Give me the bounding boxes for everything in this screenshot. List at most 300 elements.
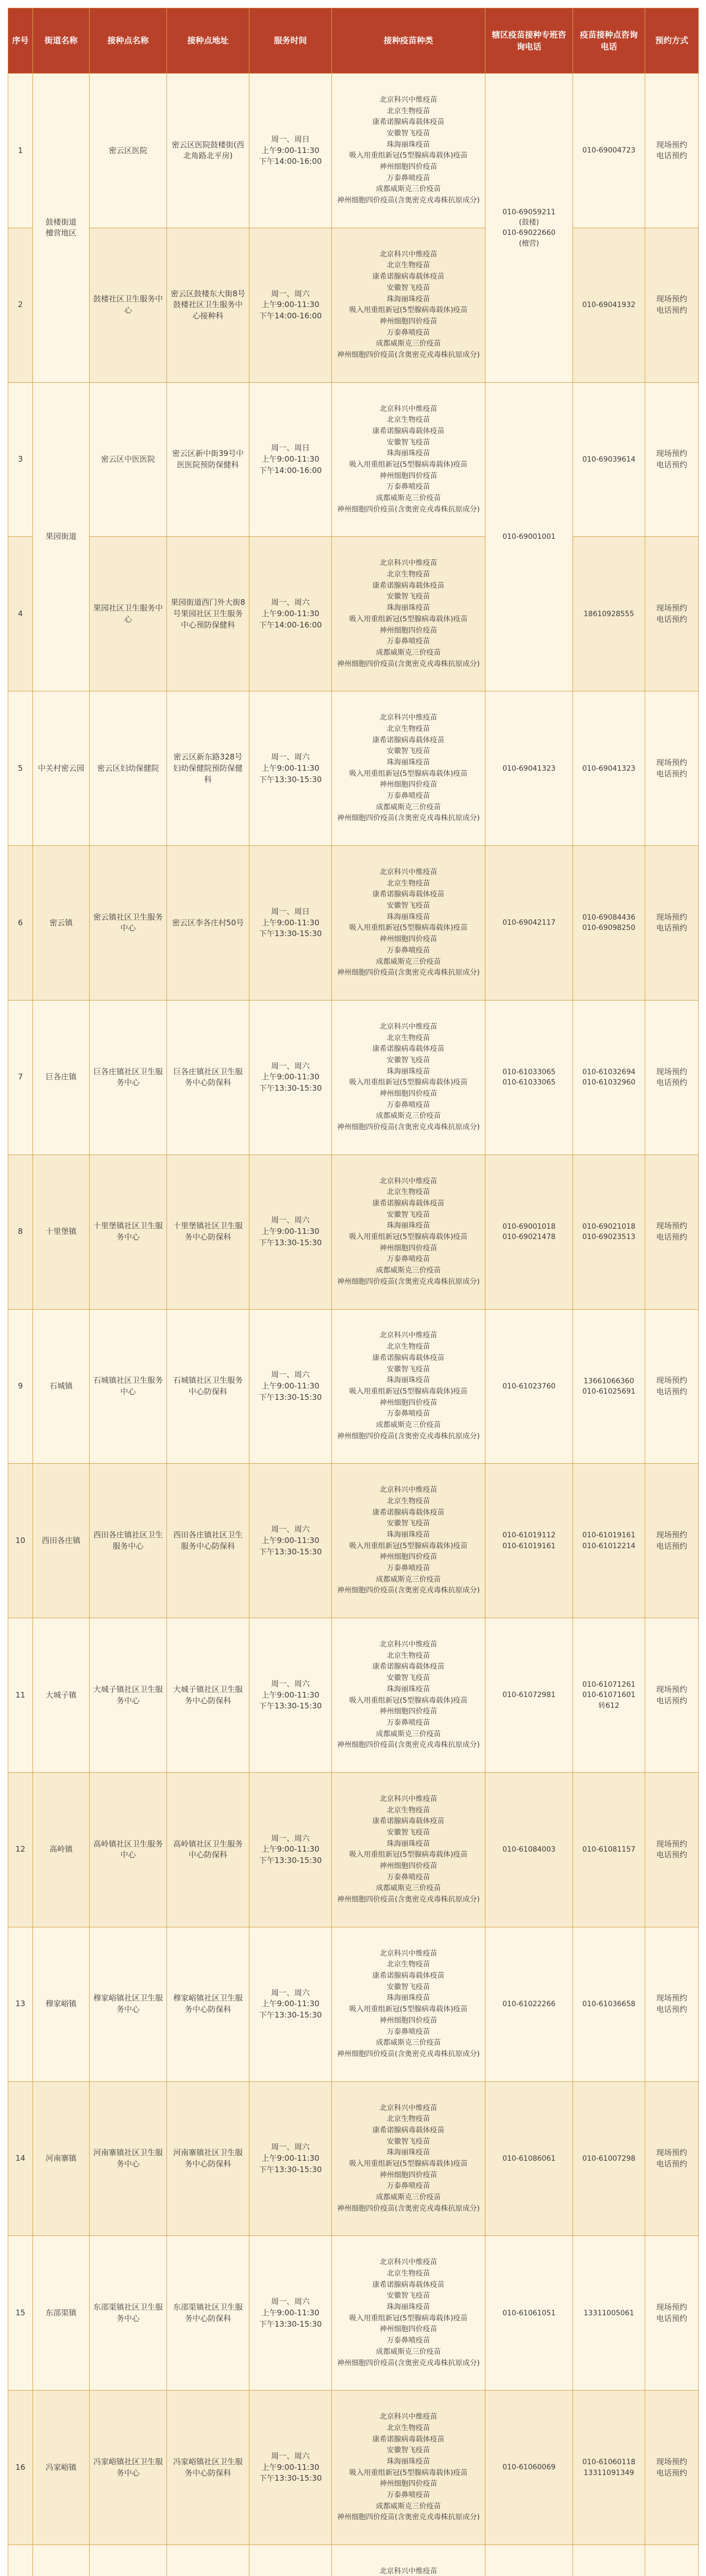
cell-site-name: 密云区妇幼保健院	[90, 691, 167, 846]
cell-center-phone	[485, 1464, 573, 1618]
cell-line: 010-61019161	[502, 1541, 556, 1550]
cell-booking	[645, 2545, 699, 2576]
cell-line: 周一、周日	[271, 134, 310, 144]
cell-line: 周一、周六	[271, 598, 310, 607]
cell-line: 上午9:00-11:30	[261, 1535, 320, 1545]
cell-booking	[645, 228, 699, 382]
cell-line: 神州细胞四价疫苗	[379, 317, 438, 326]
cell-seq: 7	[8, 1000, 33, 1155]
cell-site-phone: 010-69041932	[573, 228, 645, 382]
table-row	[8, 846, 699, 1001]
cell-line: 电话预约	[656, 2313, 687, 2323]
cell-line: 下午13:30-15:30	[259, 2473, 322, 2483]
cell-line: 电话预约	[656, 1696, 687, 1705]
cell-line: 安徽智飞疫苗	[386, 1519, 430, 1528]
cell-line: 安徽智飞疫苗	[386, 747, 430, 756]
cell-line: 吸入用重组新冠(5型腺病毒载体)疫苗	[349, 306, 468, 315]
cell-line: 北京生物疫苗	[386, 1188, 430, 1197]
cell-line: 康希诺腺病毒载体疫苗	[372, 1353, 445, 1362]
cell-line: 成都威斯克三价疫苗	[376, 494, 441, 503]
cell-line: 珠海丽珠疫苗	[386, 2457, 430, 2466]
cell-line: 上午9:00-11:30	[261, 1999, 320, 2009]
cell-line: 康希诺腺病毒载体疫苗	[372, 1817, 445, 1826]
cell-line: 周一、周六	[271, 1215, 310, 1225]
cell-center-phone	[485, 74, 573, 383]
cell-line: 成都威斯克三价疫苗	[376, 957, 441, 966]
cell-line: 康希诺腺病毒载体疫苗	[372, 1199, 445, 1208]
cell-line: 神州细胞四价疫苗(含奥密克戎毒株抗原成分)	[337, 814, 480, 823]
cell-site-name: 密云镇社区卫生服务中心	[90, 846, 167, 1001]
cell-line: 吸入用重组新冠(5型腺病毒载体)疫苗	[349, 1233, 468, 1242]
cell-street	[33, 2545, 90, 2576]
cell-line: 吸入用重组新冠(5型腺病毒载体)疫苗	[349, 2005, 468, 2014]
cell-street: 十里堡镇	[33, 1155, 90, 1309]
cell-street	[33, 74, 90, 383]
cell-vaccines	[332, 2545, 485, 2576]
cell-line: 神州细胞四价疫苗(含奥密克戎毒株抗原成分)	[337, 659, 480, 668]
cell-line: 010-61071261	[582, 1681, 636, 1689]
cell-seq: 15	[8, 2236, 33, 2391]
cell-line: 电话预约	[656, 614, 687, 624]
cell-seq: 6	[8, 846, 33, 1001]
cell-booking	[645, 1618, 699, 1773]
cell-seq: 13	[8, 1927, 33, 2081]
header-vaccines: 接种疫苗种类	[332, 8, 485, 74]
cell-site-name: 巨各庄镇社区卫生服务中心	[90, 1000, 167, 1155]
cell-vaccines	[332, 228, 485, 382]
table-row	[8, 1927, 699, 2081]
cell-line: 珠海丽珠疫苗	[386, 2148, 430, 2157]
cell-booking	[645, 1309, 699, 1464]
cell-line: 现场预约	[656, 757, 687, 767]
cell-line: 安徽智飞疫苗	[386, 2446, 430, 2455]
cell-line: 下午14:00-16:00	[259, 311, 322, 321]
cell-line: 安徽智飞疫苗	[386, 902, 430, 910]
cell-line: 万泰鼻喷疫苗	[386, 946, 430, 955]
cell-line: 周一、周六	[271, 1370, 310, 1380]
cell-line: 上午9:00-11:30	[261, 300, 320, 310]
cell-line: 下午13:30-15:30	[259, 1083, 322, 1093]
cell-seq: 10	[8, 1464, 33, 1618]
cell-line: 电话预约	[656, 1386, 687, 1396]
cell-line: 万泰鼻喷疫苗	[386, 1255, 430, 1264]
cell-line: 现场预约	[656, 2148, 687, 2158]
cell-site-phone: 010-69041323	[573, 691, 645, 846]
cell-line: 周一、周日	[271, 906, 310, 916]
table-row	[8, 382, 699, 537]
header-seq: 序号	[8, 8, 33, 74]
cell-line: 北京生物疫苗	[386, 879, 430, 888]
cell-line: 神州细胞四价疫苗(含奥密克戎毒株抗原成分)	[337, 1277, 480, 1286]
cell-line: 神州细胞四价疫苗(含奥密克戎毒株抗原成分)	[337, 2049, 480, 2058]
cell-site-name: 河南寨镇社区卫生服务中心	[90, 2081, 167, 2236]
cell-line: 安徽智飞疫苗	[386, 2292, 430, 2300]
cell-line: 神州细胞四价疫苗	[379, 2325, 438, 2334]
cell-seq: 4	[8, 537, 33, 691]
cell-line: 万泰鼻喷疫苗	[386, 2336, 430, 2345]
table-row	[8, 1464, 699, 1618]
cell-line: 010-69022660	[502, 229, 556, 238]
cell-hours	[249, 691, 332, 846]
cell-line: 万泰鼻喷疫苗	[386, 1873, 430, 1882]
table-row	[8, 1309, 699, 1464]
cell-seq: 9	[8, 1309, 33, 1464]
cell-line: 北京科兴中维疫苗	[379, 95, 438, 104]
cell-line: 成都威斯克三价疫苗	[376, 1884, 441, 1893]
cell-street: 西田各庄镇	[33, 1464, 90, 1618]
cell-line: 安徽智飞疫苗	[386, 1056, 430, 1064]
cell-line: 吸入用重组新冠(5型腺病毒载体)疫苗	[349, 151, 468, 160]
cell-line: 安徽智飞疫苗	[386, 129, 430, 138]
cell-seq: 12	[8, 1772, 33, 1927]
cell-line: 珠海丽珠疫苗	[386, 1685, 430, 1693]
cell-line: 010-69001018	[502, 1222, 556, 1231]
cell-line: 万泰鼻喷疫苗	[386, 1718, 430, 1727]
cell-address: 石城镇社区卫生服务中心防保科	[167, 1309, 249, 1464]
cell-line: 下午13:30-15:30	[259, 2164, 322, 2174]
cell-line: 上午9:00-11:30	[261, 454, 320, 464]
cell-line: 现场预约	[656, 1684, 687, 1694]
cell-address: 西田各庄镇社区卫生服务中心防保科	[167, 1464, 249, 1618]
cell-line: 康希诺腺病毒载体疫苗	[372, 1663, 445, 1671]
cell-address: 巨各庄镇社区卫生服务中心防保科	[167, 1000, 249, 1155]
cell-line: 北京生物疫苗	[386, 1343, 430, 1351]
cell-line: 安徽智飞疫苗	[386, 438, 430, 447]
table-row	[8, 537, 699, 691]
header-site-name: 接种点名称	[90, 8, 167, 74]
cell-line: (檀营)	[519, 239, 539, 248]
cell-site-phone: 010-69004723	[573, 74, 645, 228]
cell-center-phone: 010-69042117	[485, 846, 573, 1001]
cell-line: 现场预约	[656, 1993, 687, 2003]
cell-address: 冯家峪镇社区卫生服务中心防保科	[167, 2391, 249, 2545]
cell-line: 电话预约	[656, 460, 687, 470]
cell-line: 北京生物疫苗	[386, 261, 430, 270]
cell-line: (鼓楼)	[519, 218, 539, 227]
cell-site-name: 西田各庄镇社区卫生服务中心	[90, 1464, 167, 1618]
cell-booking	[645, 691, 699, 846]
cell-seq: 2	[8, 228, 33, 382]
cell-center-phone	[485, 1155, 573, 1309]
cell-line: 珠海丽珠疫苗	[386, 758, 430, 767]
cell-line: 神州细胞四价疫苗	[379, 1244, 438, 1252]
cell-line: 周一、周日	[271, 443, 310, 453]
cell-hours	[249, 2391, 332, 2545]
cell-street: 果园街道	[33, 382, 90, 691]
cell-line: 北京科兴中维疫苗	[379, 1794, 438, 1803]
cell-line: 神州细胞四价疫苗	[379, 781, 438, 789]
cell-line: 北京科兴中维疫苗	[379, 1331, 438, 1340]
cell-line: 珠海丽珠疫苗	[386, 449, 430, 458]
cell-booking	[645, 846, 699, 1001]
cell-line: 神州细胞四价疫苗	[379, 1089, 438, 1098]
cell-hours	[249, 1000, 332, 1155]
cell-site-phone: 010-61007298	[573, 2081, 645, 2236]
cell-line: 下午13:30-15:30	[259, 2010, 322, 2020]
cell-line: 珠海丽珠疫苗	[386, 140, 430, 149]
cell-line: 吸入用重组新冠(5型腺病毒载体)疫苗	[349, 2314, 468, 2323]
cell-hours	[249, 74, 332, 228]
cell-vaccines	[332, 846, 485, 1001]
cell-site-phone	[573, 2391, 645, 2545]
cell-line: 周一、周六	[271, 1679, 310, 1688]
cell-site-phone	[573, 1155, 645, 1309]
cell-seq: 8	[8, 1155, 33, 1309]
cell-line: 北京科兴中维疫苗	[379, 1177, 438, 1185]
cell-line: 周一、周六	[271, 2451, 310, 2461]
cell-line: 吸入用重组新冠(5型腺病毒载体)疫苗	[349, 1387, 468, 1396]
cell-line: 下午13:30-15:30	[259, 1547, 322, 1556]
cell-site-phone: 010-61036658	[573, 1927, 645, 2081]
cell-line: 电话预约	[656, 1541, 687, 1551]
cell-line: 北京生物疫苗	[386, 1960, 430, 1969]
table-body	[8, 74, 699, 2576]
cell-line: 下午14:00-16:00	[259, 620, 322, 630]
cell-booking	[645, 1464, 699, 1618]
cell-line: 康希诺腺病毒载体疫苗	[372, 1045, 445, 1054]
cell-seq: 1	[8, 74, 33, 228]
cell-site-phone: 18610928555	[573, 537, 645, 691]
cell-line: 神州细胞四价疫苗(含奥密克戎毒株抗原成分)	[337, 350, 480, 359]
cell-line: 神州细胞四价疫苗(含奥密克戎毒株抗原成分)	[337, 1895, 480, 1904]
cell-vaccines	[332, 74, 485, 228]
cell-line: 安徽智飞疫苗	[386, 1674, 430, 1683]
cell-booking	[645, 1155, 699, 1309]
schedule-page	[8, 8, 698, 2576]
cell-site-phone	[573, 2545, 645, 2576]
cell-line: 周一、周六	[271, 2297, 310, 2307]
cell-center-phone: 010-61022266	[485, 1927, 573, 2081]
cell-center-phone: 010-69041323	[485, 691, 573, 846]
cell-seq	[8, 2545, 33, 2576]
cell-vaccines	[332, 2081, 485, 2236]
cell-line: 周一、周六	[271, 2142, 310, 2152]
cell-line: 成都威斯克三价疫苗	[376, 1575, 441, 1584]
cell-line: 010-69023513	[582, 1233, 636, 1242]
header-address: 接种点地址	[167, 8, 249, 74]
cell-line: 神州细胞四价疫苗(含奥密克戎毒株抗原成分)	[337, 2359, 480, 2367]
cell-line: 电话预约	[656, 2159, 687, 2168]
cell-line: 下午13:30-15:30	[259, 2319, 322, 2329]
cell-center-phone	[485, 2545, 573, 2576]
cell-line: 现场预约	[656, 2456, 687, 2466]
cell-line: 下午13:30-15:30	[259, 929, 322, 939]
cell-hours	[249, 537, 332, 691]
cell-line: 珠海丽珠疫苗	[386, 295, 430, 303]
cell-site-phone	[573, 846, 645, 1001]
cell-line: 010-69021018	[582, 1222, 636, 1231]
cell-line: 上午9:00-11:30	[261, 763, 320, 773]
cell-line: 珠海丽珠疫苗	[386, 1531, 430, 1539]
cell-hours	[249, 1155, 332, 1309]
cell-line: 珠海丽珠疫苗	[386, 1222, 430, 1230]
cell-street: 河南寨镇	[33, 2081, 90, 2236]
cell-line: 北京生物疫苗	[386, 1651, 430, 1660]
cell-line: 北京科兴中维疫苗	[379, 714, 438, 722]
cell-line: 安徽智飞疫苗	[386, 1365, 430, 1374]
cell-line: 万泰鼻喷疫苗	[386, 637, 430, 646]
cell-line: 北京生物疫苗	[386, 1806, 430, 1815]
cell-site-phone: 010-69039614	[573, 382, 645, 537]
cell-hours	[249, 1618, 332, 1773]
cell-vaccines	[332, 382, 485, 537]
cell-line: 电话预约	[656, 151, 687, 161]
cell-line: 神州细胞四价疫苗	[379, 1553, 438, 1562]
cell-street: 密云镇	[33, 846, 90, 1001]
cell-line: 上午9:00-11:30	[261, 1381, 320, 1391]
cell-line: 010-69021478	[502, 1233, 556, 1242]
cell-site-phone: 13311005061	[573, 2236, 645, 2391]
cell-seq: 3	[8, 382, 33, 537]
cell-site-name: 东邵渠镇社区卫生服务中心	[90, 2236, 167, 2391]
cell-line: 北京科兴中维疫苗	[379, 2413, 438, 2421]
cell-site-name: 十里堡镇社区卫生服务中心	[90, 1155, 167, 1309]
cell-line: 安徽智飞疫苗	[386, 2137, 430, 2146]
cell-line: 神州细胞四价疫苗(含奥密克戎毒株抗原成分)	[337, 2513, 480, 2522]
cell-hours	[249, 2081, 332, 2236]
cell-center-phone: 010-61023760	[485, 1309, 573, 1464]
cell-line: 成都威斯克三价疫苗	[376, 2502, 441, 2511]
cell-address: 高岭镇社区卫生服务中心防保科	[167, 1772, 249, 1927]
cell-site-phone: 010-61081157	[573, 1772, 645, 1927]
cell-line: 现场预约	[656, 1376, 687, 1385]
cell-line: 010-61032960	[582, 1078, 636, 1087]
cell-center-phone: 010-61072981	[485, 1618, 573, 1773]
cell-line: 下午13:30-15:30	[259, 774, 322, 784]
cell-line: 吸入用重组新冠(5型腺病毒载体)疫苗	[349, 461, 468, 469]
cell-center-phone: 010-61086061	[485, 2081, 573, 2236]
table-row	[8, 2236, 699, 2391]
cell-line: 下午13:30-15:30	[259, 1856, 322, 1866]
cell-line: 成都威斯克三价疫苗	[376, 803, 441, 811]
cell-address: 密云区新东路328号妇幼保健院预防保健科	[167, 691, 249, 846]
cell-line: 吸入用重组新冠(5型腺病毒载体)疫苗	[349, 2159, 468, 2168]
cell-line: 现场预约	[656, 1066, 687, 1076]
cell-line: 万泰鼻喷疫苗	[386, 2027, 430, 2036]
cell-booking	[645, 537, 699, 691]
cell-line: 010-69084436	[582, 913, 636, 922]
cell-line: 北京生物疫苗	[386, 2269, 430, 2278]
cell-street: 冯家峪镇	[33, 2391, 90, 2545]
header-street: 街道名称	[33, 8, 90, 74]
cell-line: 康希诺腺病毒载体疫苗	[372, 427, 445, 435]
vaccination-schedule-table	[8, 8, 699, 2576]
cell-line: 010-61019112	[502, 1531, 556, 1540]
cell-line: 上午9:00-11:30	[261, 608, 320, 618]
cell-line: 010-61033065	[502, 1067, 556, 1076]
cell-line: 神州细胞四价疫苗	[379, 163, 438, 172]
cell-line: 现场预约	[656, 140, 687, 149]
cell-line: 010-61025691	[582, 1387, 636, 1396]
cell-line: 现场预约	[656, 1839, 687, 1849]
cell-center-phone: 010-69001001	[485, 382, 573, 691]
cell-line: 北京科兴中维疫苗	[379, 2104, 438, 2112]
cell-line: 安徽智飞疫苗	[386, 1210, 430, 1219]
cell-street: 穆家峪镇	[33, 1927, 90, 2081]
table-row	[8, 1618, 699, 1773]
cell-line: 康希诺腺病毒载体疫苗	[372, 1508, 445, 1517]
cell-line: 周一、周六	[271, 752, 310, 762]
cell-seq: 11	[8, 1618, 33, 1773]
cell-booking	[645, 1000, 699, 1155]
cell-line: 电话预约	[656, 769, 687, 778]
cell-address: 穆家峪镇社区卫生服务中心防保科	[167, 1927, 249, 2081]
cell-seq: 16	[8, 2391, 33, 2545]
cell-line: 北京科兴中维疫苗	[379, 2567, 438, 2575]
cell-line: 珠海丽珠疫苗	[386, 912, 430, 921]
cell-site-phone	[573, 1309, 645, 1464]
cell-hours	[249, 846, 332, 1001]
cell-street: 石城镇	[33, 1309, 90, 1464]
cell-address: 河南寨镇社区卫生服务中心防保科	[167, 2081, 249, 2236]
cell-line: 吸入用重组新冠(5型腺病毒载体)疫苗	[349, 615, 468, 623]
cell-line: 现场预约	[656, 912, 687, 922]
cell-address: 大城子镇社区卫生服务中心防保科	[167, 1618, 249, 1773]
cell-line: 康希诺腺病毒载体疫苗	[372, 2280, 445, 2289]
cell-vaccines	[332, 1927, 485, 2081]
cell-line: 吸入用重组新冠(5型腺病毒载体)疫苗	[349, 769, 468, 778]
cell-line: 周一、周六	[271, 1061, 310, 1071]
cell-address	[167, 2545, 249, 2576]
cell-center-phone: 010-61061051	[485, 2236, 573, 2391]
cell-line: 北京生物疫苗	[386, 1033, 430, 1042]
cell-site-phone	[573, 1464, 645, 1618]
cell-line: 北京生物疫苗	[386, 570, 430, 579]
cell-line: 010-61071601	[582, 1691, 636, 1700]
cell-line: 周一、周六	[271, 1833, 310, 1843]
cell-address: 果园街道西门外大街8号果园社区卫生服务中心预防保健科	[167, 537, 249, 691]
header-site-phone: 疫苗接种点咨询电话	[573, 8, 645, 74]
table-row	[8, 1000, 699, 1155]
cell-line: 安徽智飞疫苗	[386, 283, 430, 292]
cell-line: 周一、周六	[271, 1524, 310, 1534]
cell-line: 安徽智飞疫苗	[386, 1982, 430, 1991]
cell-seq: 14	[8, 2081, 33, 2236]
cell-line: 北京科兴中维疫苗	[379, 1640, 438, 1649]
cell-site-name: 鼓楼社区卫生服务中心	[90, 228, 167, 382]
cell-line: 神州细胞四价疫苗	[379, 2016, 438, 2025]
cell-site-phone	[573, 1000, 645, 1155]
cell-line: 神州细胞四价疫苗	[379, 2171, 438, 2179]
cell-hours	[249, 1772, 332, 1927]
cell-line: 现场预约	[656, 449, 687, 459]
cell-line: 成都威斯克三价疫苗	[376, 2193, 441, 2202]
cell-address: 密云区李各庄村50号	[167, 846, 249, 1001]
cell-hours	[249, 382, 332, 537]
cell-site-name: 高岭镇社区卫生服务中心	[90, 1772, 167, 1927]
cell-line: 神州细胞四价疫苗	[379, 626, 438, 635]
cell-hours	[249, 2545, 332, 2576]
cell-site-name: 冯家峪镇社区卫生服务中心	[90, 2391, 167, 2545]
cell-line: 上午9:00-11:30	[261, 1690, 320, 1700]
cell-line: 万泰鼻喷疫苗	[386, 2490, 430, 2499]
cell-line: 安徽智飞疫苗	[386, 1828, 430, 1837]
cell-line: 电话预约	[656, 1078, 687, 1088]
cell-vaccines	[332, 1000, 485, 1155]
cell-line: 010-69098250	[582, 924, 636, 933]
cell-line: 神州细胞四价疫苗(含奥密克戎毒株抗原成分)	[337, 1123, 480, 1132]
cell-booking	[645, 1927, 699, 2081]
cell-line: 康希诺腺病毒载体疫苗	[372, 890, 445, 899]
cell-line: 成都威斯克三价疫苗	[376, 2039, 441, 2047]
cell-line: 北京生物疫苗	[386, 107, 430, 115]
cell-line: 上午9:00-11:30	[261, 1072, 320, 1082]
cell-line: 神州细胞四价疫苗	[379, 1707, 438, 1716]
cell-center-phone: 010-61060069	[485, 2391, 573, 2545]
cell-line: 上午9:00-11:30	[261, 2154, 320, 2163]
cell-line: 电话预约	[656, 2468, 687, 2478]
cell-line: 下午13:30-15:30	[259, 1701, 322, 1711]
